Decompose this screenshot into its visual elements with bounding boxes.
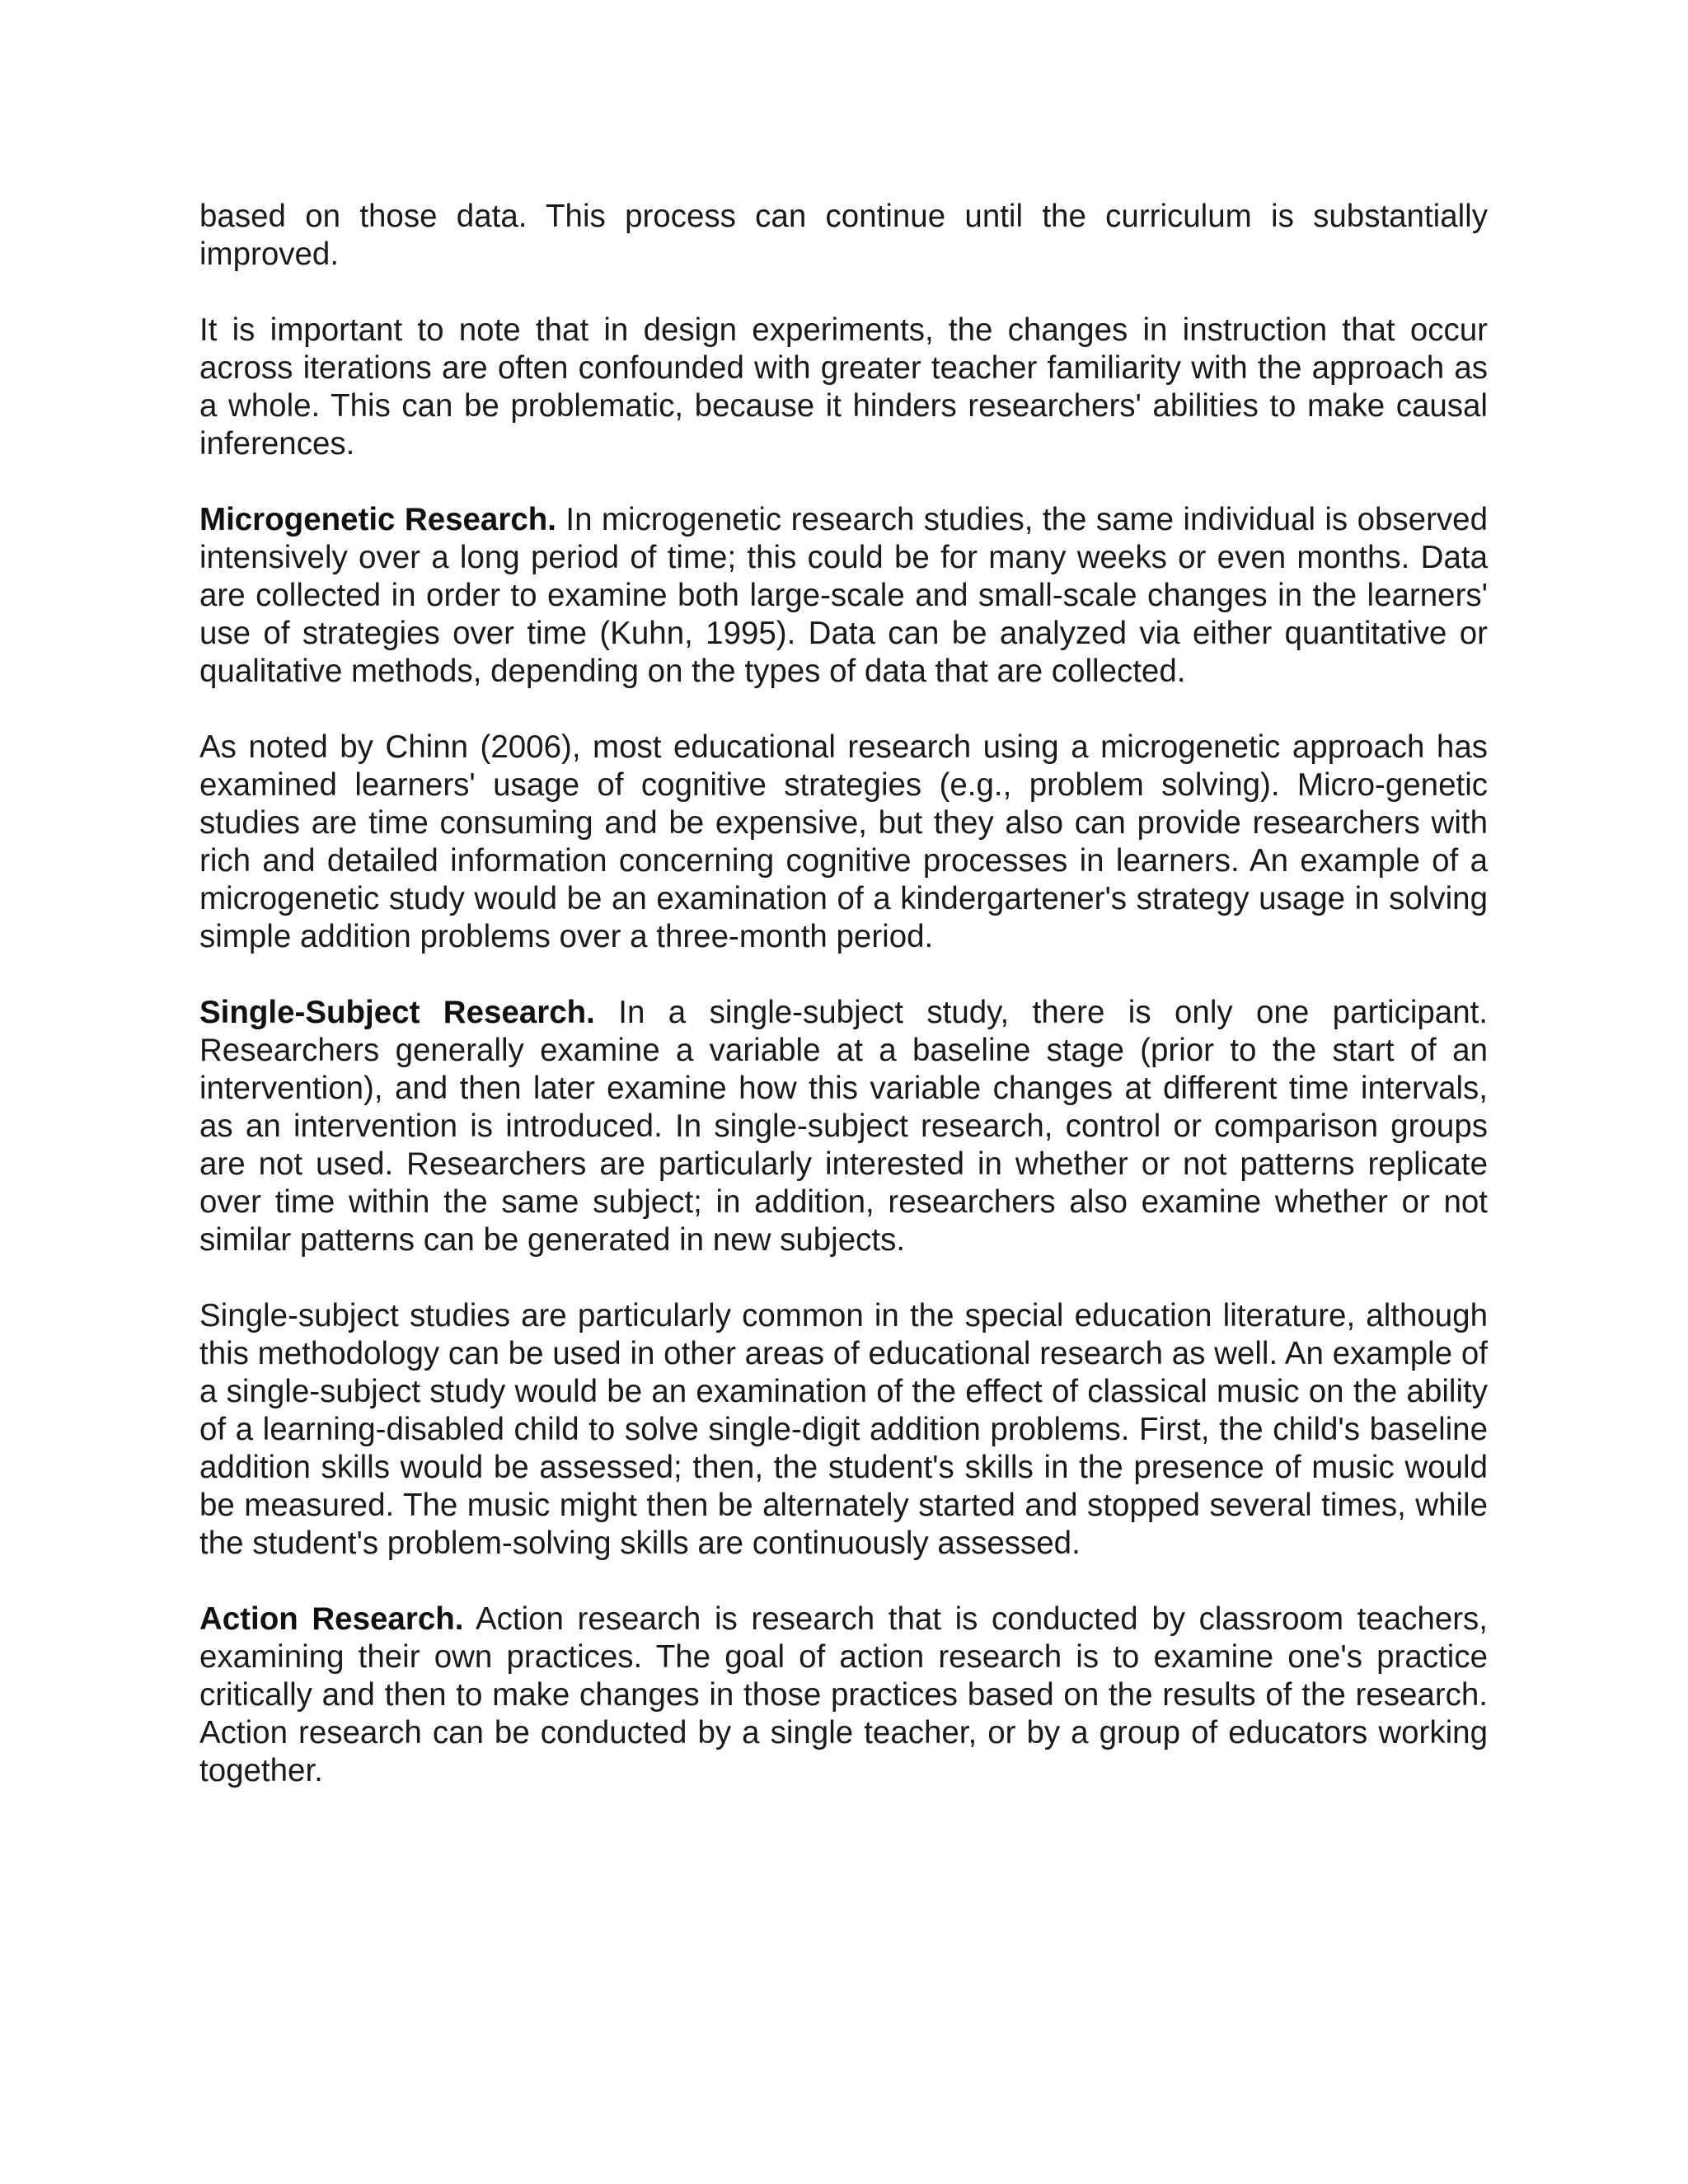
- document-body: [199, 198, 1488, 1790]
- paragraph-text: Action research is research that is conducted by classroom teachers, examining their own practices. The goal of action research is to examine one's practice critically and then to make changes in those practices based on the results of the research. Action research can be conducted by a single teacher, or by a group of educators working together.: [199, 1601, 1488, 1788]
- paragraph-text: In microgenetic research studies, the same individual is observed intensively over a long period of time; this could be for many weeks or even months. Data are collected in order to examine both large-scale and small-scale changes in the learners' use of strategies over time (Kuhn, 1995). Data can be analyzed via either quantitative or qualitative methods, depending on the types of data that are collected.: [199, 502, 1488, 689]
- section-heading-action-research: Action Research.: [199, 1601, 464, 1637]
- paragraph-text: It is important to note that in design experiments, the changes in instruction that occur across iterations are often confounded with greater teacher familiarity with the approach as a whole. This can be problematic, because it hinders researchers' abilities to make causal inferences.: [199, 312, 1488, 462]
- paragraph-single-subject-research: [199, 994, 1488, 1259]
- section-heading-single-subject: Single-Subject Research.: [199, 995, 595, 1030]
- paragraph-text: As noted by Chinn (2006), most educational research using a microgenetic approach has examined learners' usage of cognitive strategies (e.g., problem solving). Micro-genetic studies are time consuming and be expensive, but they also can provide researchers with rich and detailed information concerning cognitive processes in learners. An example of a microgenetic study would be an examination of a kindergartener's strategy usage in solving simple addition problems over a three-month period.: [199, 729, 1488, 954]
- paragraph-text: Single-subject studies are particularly common in the special education literature, although this methodology can be used in other areas of educational research as well. An example of a single-subject study would be an examination of the effect of classical music on the ability of a learning-disabled child to solve single-digit addition problems. First, the child's baseline addition skills would be assessed; then, the student's skills in the presence of music would be measured. The music might then be alternately started and stopped several times, while the student's problem-solving skills are continuously assessed.: [199, 1298, 1488, 1561]
- section-heading-microgenetic: Microgenetic Research.: [199, 502, 556, 537]
- paragraph-design-experiment-note: [199, 312, 1488, 463]
- paragraph-text: based on those data. This process can continue until the curriculum is substantially improved.: [199, 199, 1488, 272]
- paragraph-text: In a single-subject study, there is only one participant. Researchers generally examine a variable at a baseline stage (prior to the start of an intervention), and then later examine how this variable changes at different time intervals, as an intervention is introduced. In single-subject research, control or comparison groups are not used. Researchers are particularly interested in whether or not patterns replicate over time within the same subject; in addition, researchers also examine whether or not similar patterns can be generated in new subjects.: [199, 995, 1488, 1258]
- paragraph-single-subject-example: [199, 1297, 1488, 1563]
- paragraph-microgenetic-example: [199, 729, 1488, 956]
- paragraph-design-experiment-continuation: [199, 198, 1488, 274]
- paragraph-action-research: [199, 1601, 1488, 1790]
- paragraph-microgenetic-research: [199, 501, 1488, 691]
